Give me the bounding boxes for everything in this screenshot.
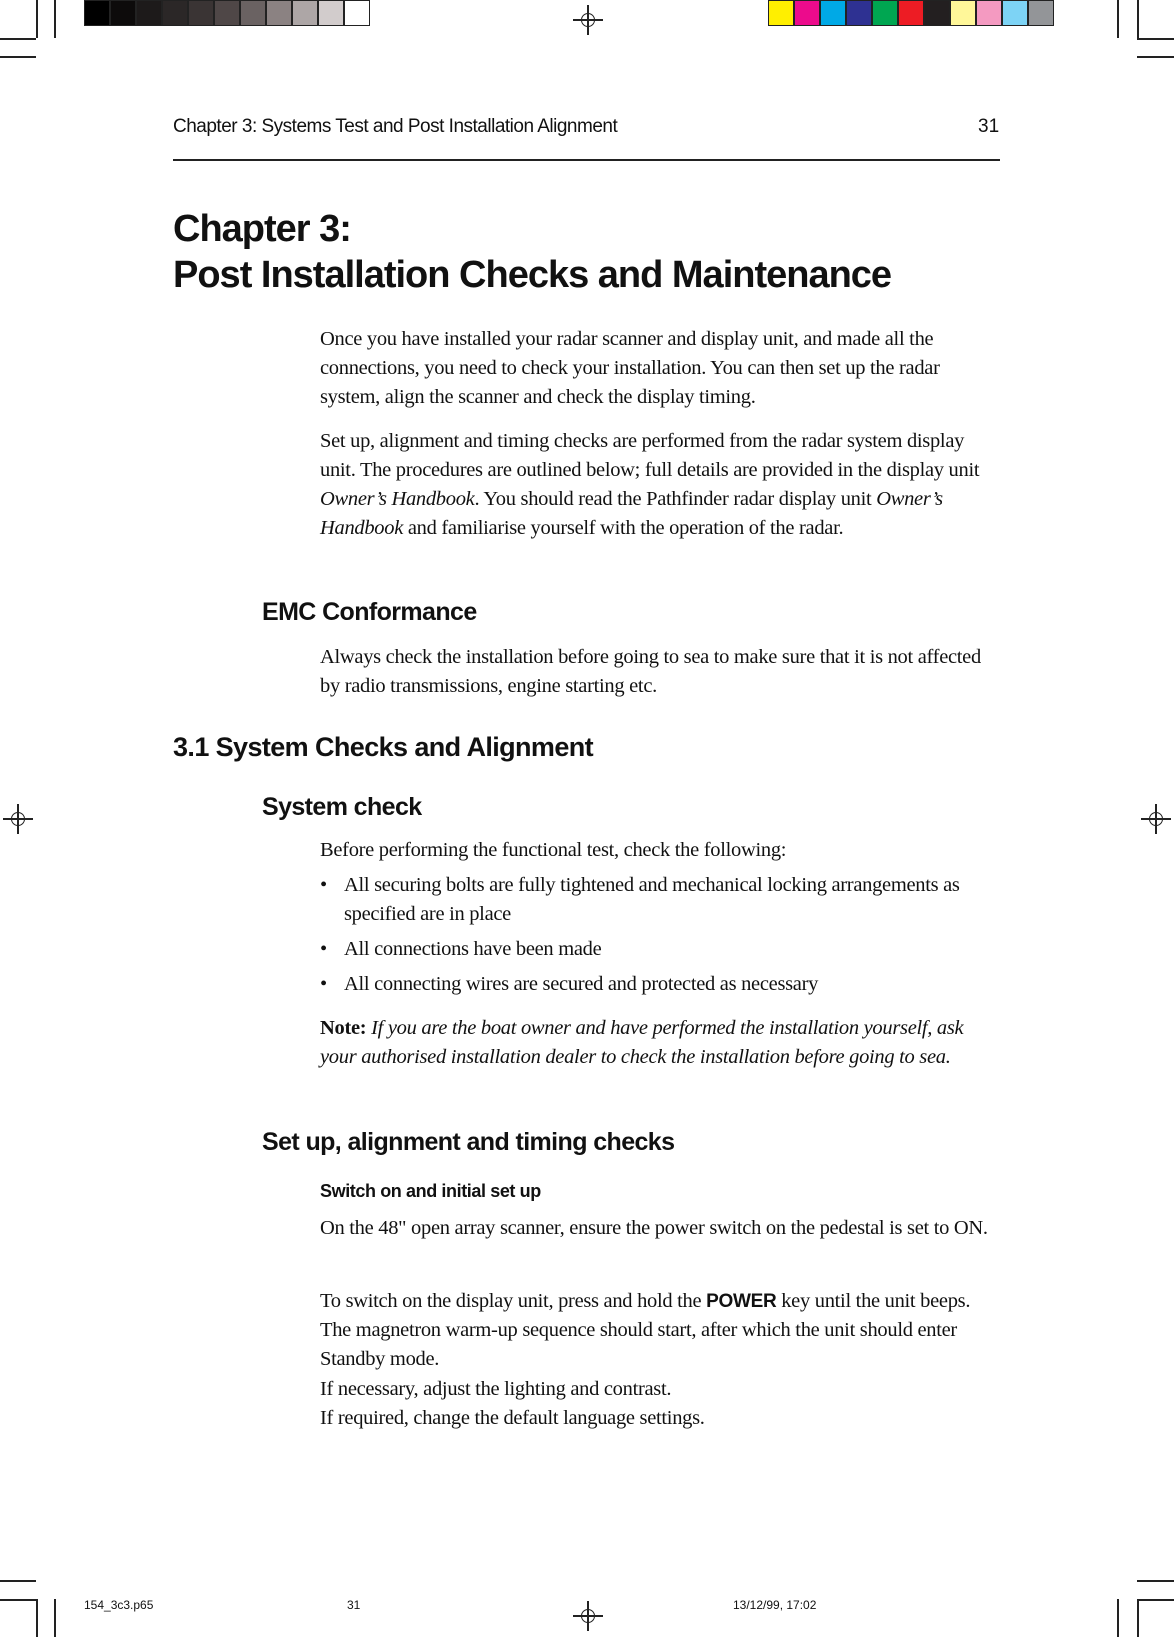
color-swatch <box>214 0 240 26</box>
bullet-icon: • <box>320 874 327 896</box>
color-swatch <box>240 0 266 26</box>
list-item <box>320 871 1000 929</box>
crop-mark <box>1137 1580 1174 1582</box>
color-swatch <box>110 0 136 26</box>
registration-mark-icon <box>573 5 603 35</box>
gray-swatch-bar <box>84 0 370 28</box>
text: To switch on the display unit, press and hold the <box>320 1290 707 1312</box>
crop-mark <box>0 1599 36 1601</box>
power-key-label: POWER <box>706 1291 777 1312</box>
color-swatch <box>794 0 820 26</box>
crop-mark <box>54 1599 56 1637</box>
chapter-title-line1: Chapter 3: <box>173 208 351 250</box>
list-item-text: All connecting wires are secured and protected as necessary <box>344 973 819 995</box>
crop-mark <box>36 0 38 38</box>
color-swatch <box>136 0 162 26</box>
crop-mark <box>36 1599 38 1637</box>
note-text: If you are the boat owner and have performed the installation yourself, ask your authorised installation dealer to check the installation before going to sea. <box>320 1017 964 1068</box>
color-swatch <box>768 0 794 26</box>
color-swatch <box>292 0 318 26</box>
intro-paragraph-2 <box>320 427 1000 543</box>
text: and familiarise yourself with the operation of the radar. <box>403 517 844 539</box>
page-number: 31 <box>978 116 1000 137</box>
color-swatch <box>846 0 872 26</box>
color-swatch-bar <box>768 0 1054 28</box>
color-swatch <box>1002 0 1028 26</box>
slug-date: 13/12/99, 17:02 <box>733 1598 817 1612</box>
crop-mark <box>0 1580 36 1582</box>
crop-mark <box>1137 38 1174 40</box>
list-item-text: All securing bolts are fully tightened and mechanical locking arrangements as specified are in place <box>344 874 960 925</box>
crop-mark <box>1117 1599 1119 1637</box>
setup-line: If necessary, adjust the lighting and contrast. <box>320 1378 672 1400</box>
setup-paragraph-2 <box>320 1287 1000 1374</box>
color-swatch <box>266 0 292 26</box>
color-swatch <box>188 0 214 26</box>
color-swatch <box>924 0 950 26</box>
header-rule <box>173 159 1000 161</box>
chapter-title <box>173 206 891 298</box>
note-label: Note: <box>320 1017 367 1039</box>
text: Set up, alignment and timing checks are performed from the radar system display unit. The procedures are outlined below; full details are provided in the display unit <box>320 430 980 481</box>
intro-paragraph: Once you have installed your radar scanner and display unit, and made all the connections, you need to check your installation. You can then set up the radar system, align the scanner and check the display timing. <box>320 328 940 408</box>
chapter-title-line2: Post Installation Checks and Maintenance <box>173 254 892 296</box>
handbook-title: Owner’s Handbook <box>320 488 475 510</box>
color-swatch <box>820 0 846 26</box>
crop-mark <box>1137 0 1139 38</box>
crop-mark <box>1137 1599 1139 1637</box>
color-swatch <box>162 0 188 26</box>
color-swatch <box>1028 0 1054 26</box>
setup-subheading: Switch on and initial set up <box>320 1181 541 1201</box>
text: . You should read the Pathfinder radar display unit <box>474 488 877 510</box>
slug-page: 31 <box>347 1598 361 1612</box>
color-swatch <box>84 0 110 26</box>
color-swatch <box>344 0 370 26</box>
list-item <box>320 970 1000 999</box>
crop-mark <box>1117 0 1119 38</box>
color-swatch <box>318 0 344 26</box>
emc-heading: EMC Conformance <box>262 598 477 626</box>
bullet-icon: • <box>320 973 327 995</box>
registration-mark-icon <box>1141 804 1171 834</box>
color-swatch <box>872 0 898 26</box>
bullet-icon: • <box>320 938 327 960</box>
emc-paragraph: Always check the installation before going to sea to make sure that it is not affected by radio transmissions, engine starting etc. <box>320 646 981 697</box>
color-swatch <box>976 0 1002 26</box>
text: key until the unit beeps. The magnetron warm-up sequence should start, after which the unit should enter Standby mode. <box>320 1290 971 1370</box>
system-check-heading: System check <box>262 793 422 821</box>
running-header: Chapter 3: Systems Test and Post Installation Alignment <box>173 116 618 137</box>
crop-mark <box>54 0 56 38</box>
list-item-text: All connections have been made <box>344 938 602 960</box>
color-swatch <box>950 0 976 26</box>
crop-mark <box>1137 56 1174 58</box>
note <box>320 1014 1000 1072</box>
crop-mark <box>0 56 36 58</box>
color-swatch <box>898 0 924 26</box>
registration-mark-icon <box>573 1601 603 1631</box>
setup-line: If required, change the default language settings. <box>320 1407 705 1429</box>
system-check-lead: Before performing the functional test, check the following: <box>320 839 787 861</box>
registration-mark-icon <box>3 804 33 834</box>
section-heading: 3.1 System Checks and Alignment <box>173 732 594 762</box>
list-item <box>320 935 1000 964</box>
crop-mark <box>1137 1599 1174 1601</box>
handbook-title: Owner’s Handbook <box>320 488 943 539</box>
crop-mark <box>0 38 36 40</box>
slug-filename: 154_3c3.p65 <box>84 1598 154 1612</box>
setup-heading: Set up, alignment and timing checks <box>262 1128 675 1156</box>
setup-paragraph: On the 48" open array scanner, ensure the power switch on the pedestal is set to ON. <box>320 1217 988 1239</box>
